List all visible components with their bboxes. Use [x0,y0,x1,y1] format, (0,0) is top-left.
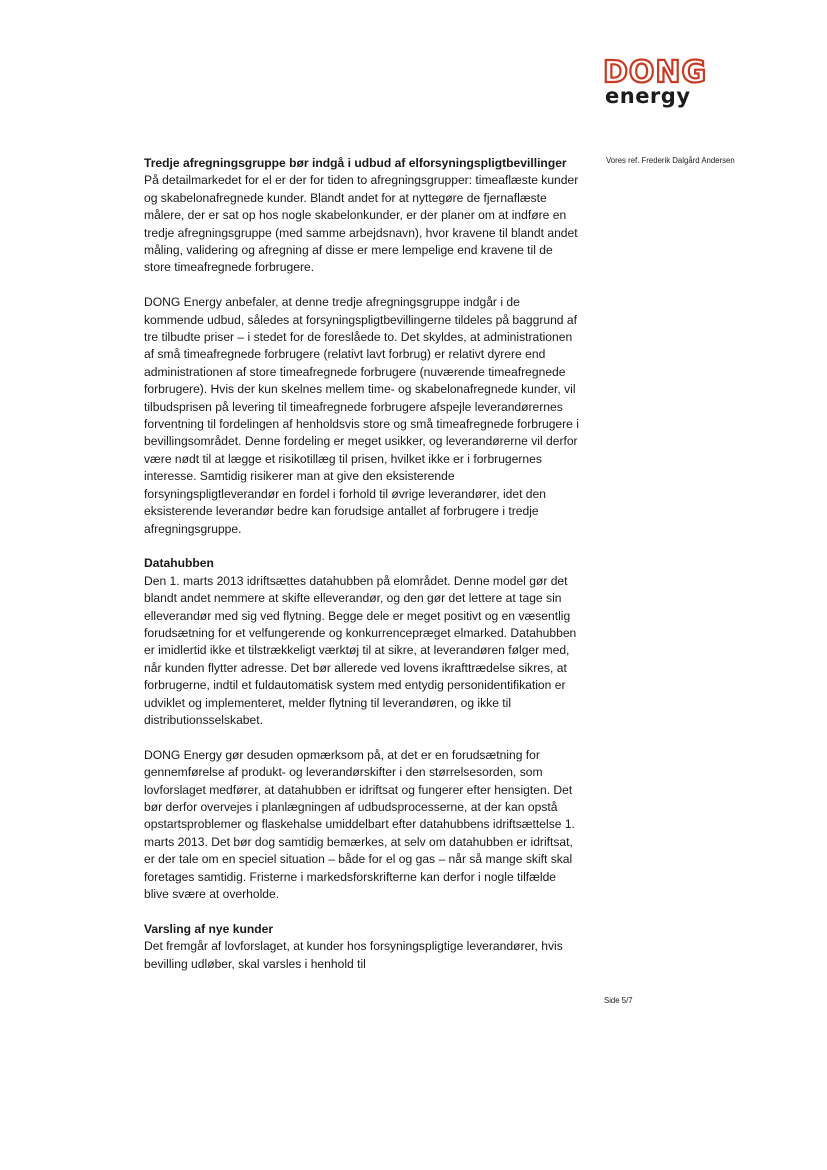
dong-energy-logo [603,55,753,108]
section-varsling [144,921,580,973]
paragraph: DONG Energy anbefaler, at denne tredje afregningsgruppe indgår i de kommende udbud, således at forsyningspligtbevillingerne tildeles på baggrund af tre tilbudte priser – i stedet for de foreslåede to. Det skyldes, at administrationen af små timeafregnede forbrugere (relativt lavt forbrug) er relativt dyrere end administrationen af store timeafregnede forbrugere (nuværende timeafregnede forbrugere). Hvis der kun skelnes mellem time- og skabelonafregnede kunder, vil tilbudsprisen på levering til timeafregnede forbrugere afspejle leverandørernes forventning til fordelingen af henholdsvis store og små timeafregnede forbrugere i bevillingsområdet. Denne fordeling er meget usikker, og leverandørerne vil derfor være nødt til at lægge et risikotillæg til prisen, hvilket ikke er i forbrugernes interesse. Samtidig risikerer man at give den eksisterende forsyningspligtleverandør en fordel i forhold til øvrige leverandører, idet den eksisterende leverandør bedre kan forudsige antallet af forbrugere i tredje afregningsgruppe. [144,295,579,536]
paragraph: Den 1. marts 2013 idriftsættes datahubben på elområdet. Denne model gør det blandt andet nemmere at skifte elleverandør, og den gør det lettere at tage sin elleverandør med sig ved flytning. Begge dele er meget positivt og en væsentlig forudsætning for et velfungerende og konkurrencepræget elmarked. Datahubben er imidlertid ikke et tilstrækkeligt værktøj til at sikre, at leverandøren følger med, når kunden flytter adresse. Det bør allerede ved lovens ikrafttrædelse sikres, at forbrugerne, indtil et fuldautomatisk system med entydig personidentifikation er udviklet og implementeret, melder flytning til leverandøren, og ikke til distributionsselskabet. [144,573,577,727]
section-datahubben [144,555,580,903]
section-heading: Datahubben [144,556,214,571]
reference-line: Vores ref. Frederik Dalgård Andersen [606,156,735,165]
logo-subtitle: energy [605,84,691,108]
paragraph: På detailmarkedet for el er der for tiden to afregningsgrupper: timeaflæste kunder og skabelonafregnede kunder. Blandt andet for at nyttegøre de fjernaflæste målere, der er sat op hos nogle skabelonkunder, er der planer om at indføre en tredje afregningsgruppe (med samme arbejdsnavn), hvor kravene til blandt andet måling, validering og afregning af disse er mere lempelige end kravene til de store timeafregnede forbrugere. [144,173,579,275]
logo-wordmark: DONG [603,55,708,90]
page-number: Side 5/7 [604,996,633,1005]
paragraph: Det fremgår af lovforslaget, at kunder hos forsyningspligtige leverandører, hvis bevilling udløber, skal varsles i henhold til [144,939,563,971]
section-heading: Tredje afregningsgruppe bør indgå i udbud af elforsyningspligtbevillinger [144,156,567,170]
section-heading: Varsling af nye kunder [144,921,274,936]
section-afregningsgruppe [144,155,580,538]
paragraph: DONG Energy gør desuden opmærksom på, at det er en forudsætning for gennemførelse af produkt- og leverandørskifter i den størrelsesorden, som lovforslaget medfører, at datahubben er idriftsat og fungerer efter hensigten. Det bør derfor overvejes i planlægningen af udbudsprocesserne, at der kan opstå opstartsproblemer og flaskehalse umiddelbart efter datahubbens idriftsættelse 1. marts 2013. Det bør dog samtidig bemærkes, at selv om datahubben er idriftsat, er der tale om en speciel situation – både for el og gas – når så mange skift skal foretages samtidig. Fristerne i markedsforskrifterne kan derfor i nogle tilfælde blive svære at overholde. [144,747,575,902]
letter-body [144,155,580,973]
